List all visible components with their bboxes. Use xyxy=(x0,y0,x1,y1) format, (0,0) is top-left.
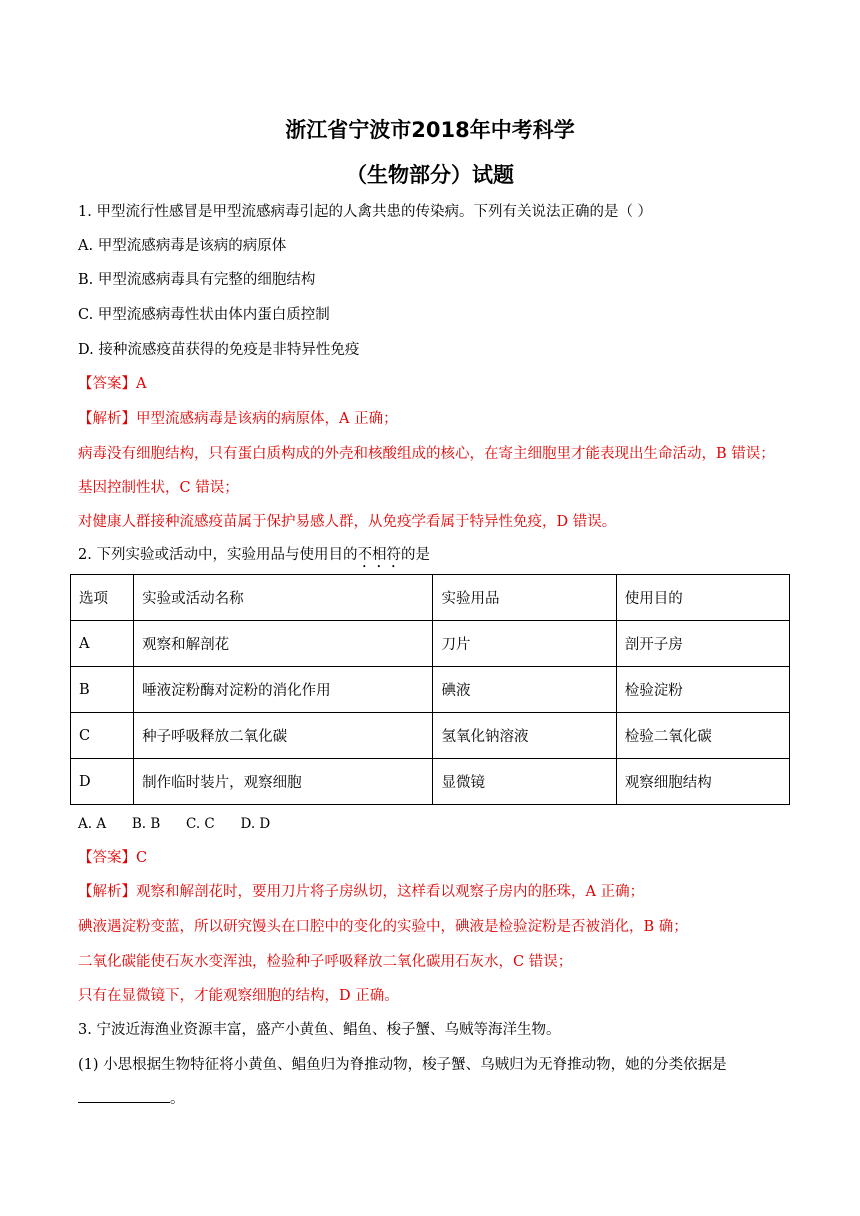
table-cell: 唾液淀粉酶对淀粉的消化作用 xyxy=(134,667,433,713)
q1-analysis-line: 病毒没有细胞结构，只有蛋白质构成的外壳和核酸组成的核心，在寄主细胞里才能表现出生命活动，B 错误； xyxy=(78,446,775,462)
table-header-cell: 实验或活动名称 xyxy=(134,575,433,621)
table-row xyxy=(71,713,790,759)
table-cell: 制作临时装片，观察细胞 xyxy=(134,759,433,805)
table-cell: C xyxy=(71,713,134,759)
q3-sub1: (1) 小思根据生物特征将小黄鱼、鲳鱼归为脊推动物，梭子蟹、乌贼归为无脊推动物，她的分类依据是 xyxy=(78,1057,727,1073)
q1-analysis-line: 基因控制性状，C 错误； xyxy=(78,480,239,496)
q2-analysis-line: 二氧化碳能使石灰水变浑浊，检验种子呼吸释放二氧化碳用石灰水，C 错误； xyxy=(78,954,573,970)
q2-analysis-line: 碘液遇淀粉变蓝，所以研究馒头在口腔中的变化的实验中，碘液是检验淀粉是否被消化，B 确； xyxy=(78,919,688,935)
q1-answer: 【答案】A xyxy=(78,376,147,392)
table-row xyxy=(71,621,790,667)
q3-sub1-blank-line xyxy=(78,1089,185,1109)
table-cell: 碘液 xyxy=(433,667,616,713)
table-cell: 检验淀粉 xyxy=(616,667,789,713)
table-cell: 观察细胞结构 xyxy=(616,759,789,805)
q2-stem-prefix: 2. 下列实验或活动中，实验用品与使用目的 xyxy=(78,547,358,563)
table-row xyxy=(71,759,790,805)
table-cell: 显微镜 xyxy=(433,759,616,805)
q3-sub1-end: 。 xyxy=(170,1091,185,1107)
q2-analysis-line: 【解析】观察和解剖花时，要用刀片将子房纵切，这样看以观察子房内的胚珠，A 正确； xyxy=(78,884,645,900)
q1-analysis-line: 对健康人群接种流感疫苗属于保护易感人群，从免疫学看属于特异性免疫，D 错误。 xyxy=(78,514,617,530)
table-header-cell: 选项 xyxy=(71,575,134,621)
q1-stem: 1. 甲型流行性感冒是甲型流感病毒引起的人禽共患的传染病。下列有关说法正确的是（ ） xyxy=(78,204,653,220)
table-header-cell: 使用目的 xyxy=(616,575,789,621)
table-cell: A xyxy=(71,621,134,667)
table-cell: 剖开子房 xyxy=(616,621,789,667)
q2-stem xyxy=(78,545,430,571)
q2-stem-emphasis: 不相符 xyxy=(357,547,401,563)
table-header-cell: 实验用品 xyxy=(433,575,616,621)
document-title: 浙江省宁波市2018年中考科学 xyxy=(285,118,575,142)
table-cell: B xyxy=(71,667,134,713)
q1-analysis-line: 【解析】甲型流感病毒是该病的病原体，A 正确； xyxy=(78,411,398,427)
q3-stem: 3. 宁波近海渔业资源丰富，盛产小黄鱼、鲳鱼、梭子蟹、乌贼等海洋生物。 xyxy=(78,1022,561,1038)
answer-blank[interactable] xyxy=(78,1090,170,1103)
document-subtitle: （生物部分）试题 xyxy=(346,163,514,187)
table-cell: 观察和解剖花 xyxy=(134,621,433,667)
table-cell: 检验二氧化碳 xyxy=(616,713,789,759)
q2-table xyxy=(70,574,790,805)
table-cell: 种子呼吸释放二氧化碳 xyxy=(134,713,433,759)
q1-option-c: C. 甲型流感病毒性状由体内蛋白质控制 xyxy=(78,307,330,323)
table-cell: D xyxy=(71,759,134,805)
q2-choices: A. A B. B C. C D. D xyxy=(78,816,271,832)
table-cell: 氢氧化钠溶液 xyxy=(433,713,616,759)
q1-option-b: B. 甲型流感病毒具有完整的细胞结构 xyxy=(78,272,316,288)
q1-option-a: A. 甲型流感病毒是该病的病原体 xyxy=(78,238,287,254)
table-row xyxy=(71,667,790,713)
q2-analysis-line: 只有在显微镜下，才能观察细胞的结构，D 正确。 xyxy=(78,988,399,1004)
table-cell: 刀片 xyxy=(433,621,616,667)
q2-answer: 【答案】C xyxy=(78,850,148,866)
q1-option-d: D. 接种流感疫苗获得的免疫是非特异性免疫 xyxy=(78,342,360,358)
q2-stem-suffix: 的是 xyxy=(400,547,430,563)
table-header-row xyxy=(71,575,790,621)
